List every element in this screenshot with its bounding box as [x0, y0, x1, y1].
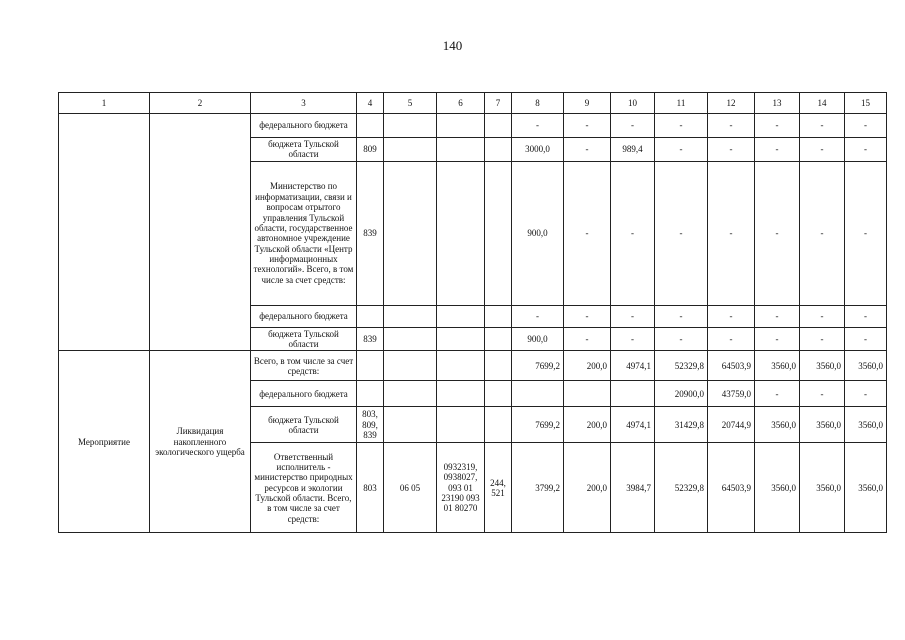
- cell-col4: 839: [357, 327, 384, 351]
- cell-col9: -: [564, 114, 611, 138]
- cell-col5: [384, 161, 437, 305]
- cell-col15: -: [845, 305, 887, 327]
- row-description: бюджета Тульской области: [251, 407, 357, 443]
- cell-col7: [485, 138, 512, 162]
- cell-col15: 3560,0: [845, 407, 887, 443]
- cell-col11: -: [655, 305, 708, 327]
- cell-col9: 200,0: [564, 351, 611, 381]
- cell-col14: 3560,0: [800, 351, 845, 381]
- cell-col8: [512, 381, 564, 407]
- col-header: 1: [59, 93, 150, 114]
- row-description: Министерство по информатизации, связи и вопросам отрытого управления Тульской области, государственное автономное учреждение Тульской области «Центр информационных технологий». Всего, в том числе за счет средств:: [251, 161, 357, 305]
- cell-col11: 31429,8: [655, 407, 708, 443]
- cell-col8: 3000,0: [512, 138, 564, 162]
- cell-col6: [437, 114, 485, 138]
- cell-col4: 803: [357, 443, 384, 533]
- col-header: 15: [845, 93, 887, 114]
- cell-col12: 64503,9: [708, 351, 755, 381]
- cell-col12: -: [708, 327, 755, 351]
- col-header: 2: [150, 93, 251, 114]
- col-header: 6: [437, 93, 485, 114]
- col-header: 4: [357, 93, 384, 114]
- cell-col10: 3984,7: [611, 443, 655, 533]
- cell-col11: 52329,8: [655, 351, 708, 381]
- event-name-cell: Ликвидация накопленного экологического ущерба: [150, 351, 251, 533]
- col-header: 12: [708, 93, 755, 114]
- cell-col5: [384, 381, 437, 407]
- row-description: бюджета Тульской области: [251, 138, 357, 162]
- cell-col13: 3560,0: [755, 443, 800, 533]
- col-header: 14: [800, 93, 845, 114]
- cell-col11: -: [655, 161, 708, 305]
- cell-col8: 900,0: [512, 327, 564, 351]
- cell-col8: -: [512, 305, 564, 327]
- col-header: 10: [611, 93, 655, 114]
- cell-col6: [437, 161, 485, 305]
- cell-col10: -: [611, 305, 655, 327]
- cell-col7: [485, 351, 512, 381]
- cell-col13: -: [755, 114, 800, 138]
- cell-col4: [357, 114, 384, 138]
- cell-col5: 06 05: [384, 443, 437, 533]
- col-header: 8: [512, 93, 564, 114]
- col-header: 9: [564, 93, 611, 114]
- table-row: [59, 351, 887, 381]
- cell-col11: 52329,8: [655, 443, 708, 533]
- cell-col13: 3560,0: [755, 351, 800, 381]
- event-type-cell: [59, 114, 150, 351]
- cell-col13: -: [755, 161, 800, 305]
- cell-col9: -: [564, 327, 611, 351]
- cell-col8: -: [512, 114, 564, 138]
- cell-col14: -: [800, 114, 845, 138]
- cell-col10: -: [611, 114, 655, 138]
- cell-col4: 839: [357, 161, 384, 305]
- cell-col13: 3560,0: [755, 407, 800, 443]
- cell-col9: -: [564, 138, 611, 162]
- cell-col13: -: [755, 138, 800, 162]
- cell-col6: [437, 327, 485, 351]
- cell-col11: -: [655, 327, 708, 351]
- cell-col10: 989,4: [611, 138, 655, 162]
- cell-col6: [437, 407, 485, 443]
- cell-col7: [485, 305, 512, 327]
- col-header: 5: [384, 93, 437, 114]
- row-description: федерального бюджета: [251, 381, 357, 407]
- cell-col10: 4974,1: [611, 351, 655, 381]
- header-row: [59, 93, 887, 114]
- row-description: федерального бюджета: [251, 305, 357, 327]
- budget-table: [58, 92, 887, 533]
- cell-col10: 4974,1: [611, 407, 655, 443]
- cell-col7: [485, 114, 512, 138]
- col-header: 7: [485, 93, 512, 114]
- cell-col6: [437, 305, 485, 327]
- cell-col9: -: [564, 161, 611, 305]
- cell-col5: [384, 305, 437, 327]
- cell-col6: [437, 351, 485, 381]
- table-row: [59, 114, 887, 138]
- cell-col15: 3560,0: [845, 443, 887, 533]
- cell-col8: 7699,2: [512, 407, 564, 443]
- cell-col15: -: [845, 114, 887, 138]
- cell-col14: -: [800, 381, 845, 407]
- cell-col7: [485, 407, 512, 443]
- cell-col11: -: [655, 138, 708, 162]
- cell-col7: [485, 161, 512, 305]
- cell-col7: [485, 327, 512, 351]
- cell-col5: [384, 351, 437, 381]
- col-header: 3: [251, 93, 357, 114]
- col-header: 11: [655, 93, 708, 114]
- event-type-cell: Мероприятие: [59, 351, 150, 533]
- cell-col5: [384, 114, 437, 138]
- cell-col15: -: [845, 381, 887, 407]
- cell-col6: 0932319, 0938027, 093 01 23190 093 01 80270: [437, 443, 485, 533]
- cell-col10: [611, 381, 655, 407]
- row-description: бюджета Тульской области: [251, 327, 357, 351]
- cell-col15: -: [845, 327, 887, 351]
- page-number: 140: [442, 38, 463, 53]
- row-description: Всего, в том числе за счет средств:: [251, 351, 357, 381]
- cell-col15: -: [845, 161, 887, 305]
- cell-col10: -: [611, 327, 655, 351]
- cell-col12: -: [708, 114, 755, 138]
- cell-col9: 200,0: [564, 443, 611, 533]
- cell-col13: -: [755, 327, 800, 351]
- cell-col13: -: [755, 381, 800, 407]
- cell-col14: 3560,0: [800, 443, 845, 533]
- cell-col7: 244, 521: [485, 443, 512, 533]
- cell-col12: -: [708, 305, 755, 327]
- cell-col12: 43759,0: [708, 381, 755, 407]
- row-description: федерального бюджета: [251, 114, 357, 138]
- col-header: 13: [755, 93, 800, 114]
- cell-col8: 3799,2: [512, 443, 564, 533]
- cell-col5: [384, 327, 437, 351]
- cell-col11: -: [655, 114, 708, 138]
- cell-col15: -: [845, 138, 887, 162]
- cell-col14: -: [800, 138, 845, 162]
- cell-col12: 20744,9: [708, 407, 755, 443]
- cell-col14: 3560,0: [800, 407, 845, 443]
- cell-col8: 900,0: [512, 161, 564, 305]
- cell-col4: [357, 305, 384, 327]
- cell-col10: -: [611, 161, 655, 305]
- cell-col4: 809: [357, 138, 384, 162]
- cell-col5: [384, 407, 437, 443]
- cell-col6: [437, 138, 485, 162]
- cell-col13: -: [755, 305, 800, 327]
- cell-col11: 20900,0: [655, 381, 708, 407]
- cell-col4: 803, 809, 839: [357, 407, 384, 443]
- event-name-cell: [150, 114, 251, 351]
- cell-col9: [564, 381, 611, 407]
- cell-col9: -: [564, 305, 611, 327]
- cell-col5: [384, 138, 437, 162]
- cell-col7: [485, 381, 512, 407]
- cell-col4: [357, 381, 384, 407]
- cell-col14: -: [800, 327, 845, 351]
- cell-col12: 64503,9: [708, 443, 755, 533]
- cell-col9: 200,0: [564, 407, 611, 443]
- row-description: Ответственный исполнитель - министерство природных ресурсов и экологии Тульской области. Всего, в том числе за счет средств:: [251, 443, 357, 533]
- cell-col12: -: [708, 138, 755, 162]
- cell-col4: [357, 351, 384, 381]
- cell-col15: 3560,0: [845, 351, 887, 381]
- cell-col14: -: [800, 161, 845, 305]
- cell-col12: -: [708, 161, 755, 305]
- cell-col14: -: [800, 305, 845, 327]
- cell-col6: [437, 381, 485, 407]
- cell-col8: 7699,2: [512, 351, 564, 381]
